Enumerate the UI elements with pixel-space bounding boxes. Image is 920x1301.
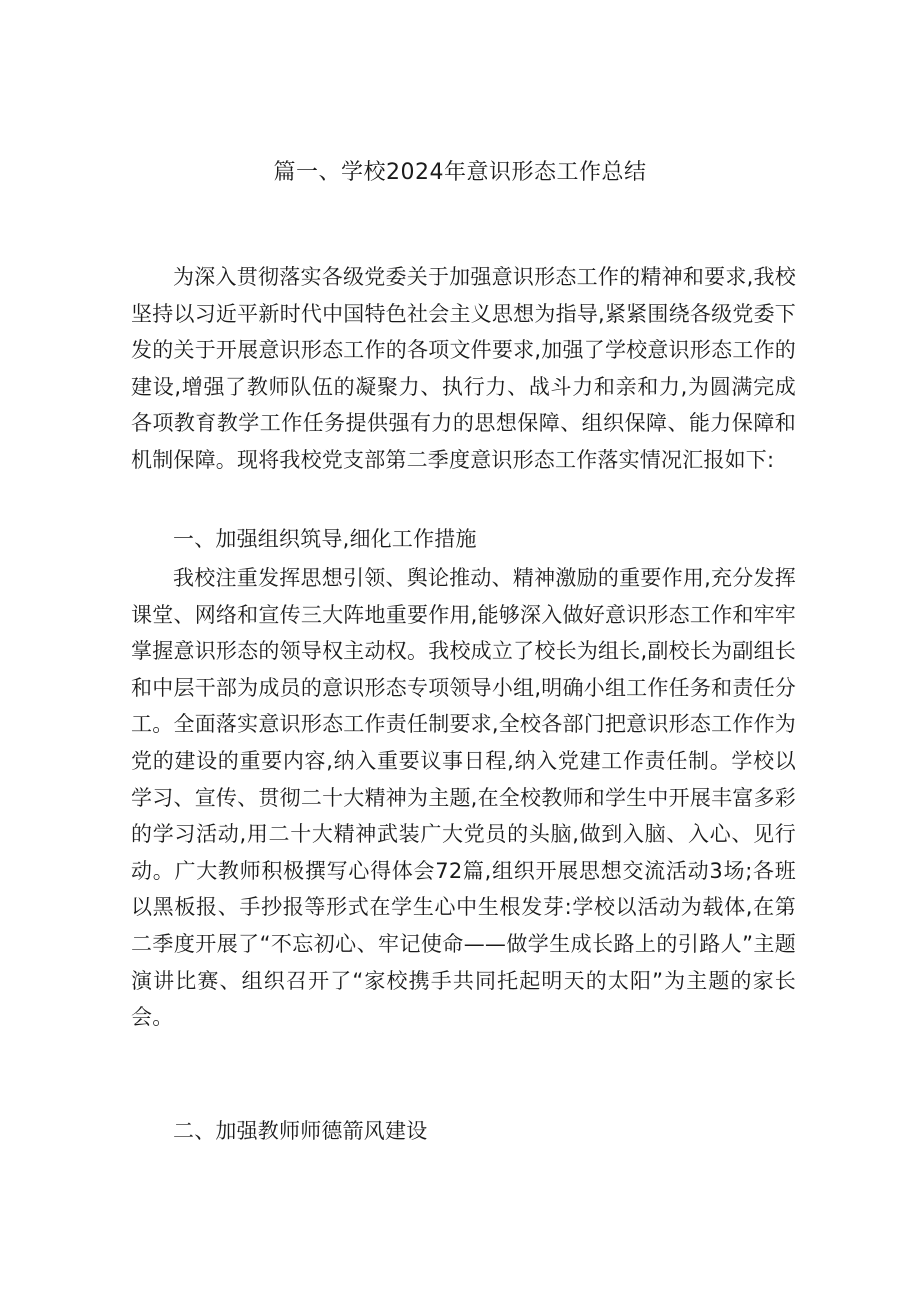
section-heading-1: 一、加强组织筑导,细化工作措施: [173, 527, 477, 551]
section-1-paragraph: 我校注重发挥思想引领、舆论推动、精神激励的重要作用,充分发挥课堂、网络和宣传三大阵地重要作用,能够深入做好意识形态工作和牢牢掌握意识形态的领导权主动权。我校成立了校长为组长,副校长为副组长和中层干部为成员的意识形态专项领导小组,明确小组工作任务和责任分工。全面落实意识形态工作责任制要求,全校各部门把意识形态工作作为党的建设的重要内容,纳入重要议事日程,纳入党建工作责任制。学校以学习、宣传、贯彻二十大精神为主题,在全校教师和学生中开展丰富多彩的学习活动,用二十大精神武装广大党员的头脑,做到入脑、入心、见行动。广大教师积极撰写心得体会72篇,组织开展思想交流活动3场;各班以黑板报、手抄报等形式在学生心中生根发芽:学校以活动为载体,在第二季度开展了“不忘初心、牢记使命——做学生成长路上的引路人”主题演讲比赛、组织召开了“家校携手共同托起明天的太阳”为主题的家长会。: [131, 566, 796, 1030]
document-title: 篇一、学校2024年意识形态工作总结: [273, 160, 647, 185]
intro-paragraph: 为深入贯彻落实各级党委关于加强意识形态工作的精神和要求,我校坚持以习近平新时代中国特色社会主义思想为指导,紧紧围绕各级党委下发的关于开展意识形态工作的各项文件要求,加强了学校意识形态工作的建设,增强了教师队伍的凝聚力、执行力、战斗力和亲和力,为圆满完成各项教育教学工作任务提供强有力的思想保障、组织保障、能力保障和机制保障。现将我校党支部第二季度意识形态工作落实情况汇报如下:: [131, 265, 796, 472]
section-heading-2: 二、加强教师师德箭风建设: [173, 1119, 428, 1143]
